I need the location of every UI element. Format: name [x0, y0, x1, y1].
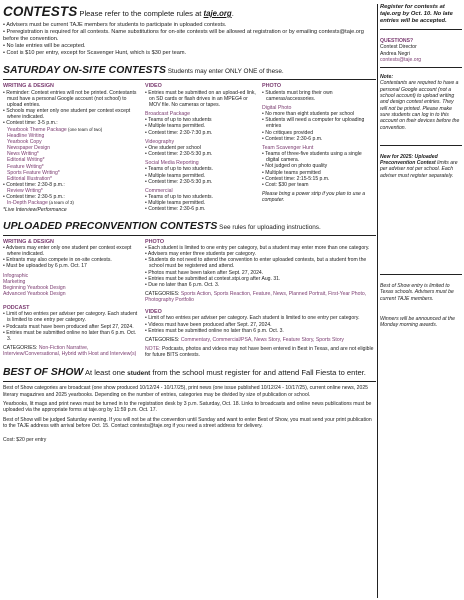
- best-sub-b: student: [127, 370, 151, 378]
- header-period: .: [231, 9, 234, 18]
- rule-item: • Due no later than 6 p.m. Oct. 3.: [145, 281, 220, 288]
- contact-line: Contest Director: [380, 44, 417, 51]
- best-sub-a: At least one: [83, 368, 128, 378]
- rule-item: • Podcasts must have been produced after Sept 27, 2024.: [3, 323, 134, 330]
- column-heading: PODCAST: [3, 305, 30, 312]
- contest-link[interactable]: Sports Feature Writing*: [7, 169, 60, 176]
- contest-link[interactable]: In-Depth Package: [7, 200, 48, 207]
- contest-link[interactable]: Yearbook Theme Package: [7, 126, 67, 133]
- rule-item: • Multiple teams permitted.: [145, 172, 206, 179]
- rule-item: • Students do not need to attend the convention to enter uploaded contests, but a student from the school must be registered and attend.: [145, 257, 367, 270]
- uploaded-title: UPLOADED PRECONVENTION CONTESTS: [3, 220, 218, 232]
- onsite-header: [3, 60, 376, 80]
- rule-line: • No late entries will be accepted.: [3, 43, 86, 50]
- rule-item: • Limit of two entries per adviser per category. Each student is limited to one entry per category.: [145, 315, 360, 322]
- onsite-video-column: [145, 82, 258, 212]
- contest-link[interactable]: Broadcast Package: [145, 111, 190, 118]
- contest-link[interactable]: Feature Writing*: [7, 163, 44, 170]
- best-cost: Cost: $20 per entry: [3, 437, 47, 444]
- rule-item: • Contest time: 2:30-6 p.m.: [145, 206, 206, 213]
- page-title: CONTESTS: [3, 4, 78, 19]
- rule-item: • Photos must have been taken after Sept. 27, 2024.: [145, 269, 264, 276]
- column-divider: [377, 4, 378, 598]
- rule-item: • Entries must be submitted online no later than 6 p.m. Oct. 3.: [3, 329, 137, 342]
- column-heading: WRITING & DESIGN: [3, 83, 54, 90]
- register-callout: Register for contests at taje.org by Oct. 10. No late entries will be accepted.: [380, 4, 453, 24]
- contest-link[interactable]: Editorial Illustration*: [7, 175, 53, 182]
- contest-rules: [3, 22, 376, 57]
- categories-label: CATEGORIES:: [145, 336, 181, 343]
- categories-label: CATEGORIES:: [3, 345, 39, 352]
- note-title: Note:: [380, 74, 394, 81]
- rule-item: • No more than eight students per school: [262, 111, 355, 118]
- best-sub-c: from the school must register for and attend Fall Fiesta to enter.: [150, 368, 366, 378]
- uploaded-left-column: [3, 238, 141, 359]
- contest-note: (a team of 3): [47, 200, 74, 206]
- uploaded-right-column: [145, 238, 376, 359]
- rule-item: • Multiple teams permitted: [262, 169, 321, 176]
- rule-item: • Cost: $30 per team: [262, 181, 309, 188]
- contest-link[interactable]: News Writing*: [7, 151, 39, 158]
- rule-item: • Reminder: Contest entries will not be printed. Contestants must have a personal Google account (not school) to upload entries.: [3, 89, 137, 108]
- categories-list[interactable]: Commentary, Commercial/PSA, News Story, Feature Story, Sports Story: [180, 336, 344, 343]
- rule-item: • Students must bring their own cameras/accessories.: [262, 89, 333, 102]
- contest-link[interactable]: Advanced Yearbook Design: [3, 291, 66, 297]
- rule-line: • Advisers must be current TAJE members for students to participate in uploaded contests.: [3, 22, 227, 28]
- contests-header: [3, 3, 376, 21]
- categories-list[interactable]: Sports Action, Sports Reaction, Feature, News, Planned Portrait, First-Year Photo, Photography Portfolio: [145, 291, 367, 304]
- rule-item: • Contest time: 2:30-5:30 p.m.: [145, 151, 213, 158]
- site-link[interactable]: taje.org: [203, 9, 232, 18]
- rule-item: • Entries must be submitted on an upload-ed link, on SD cards or flash drives in an MPEG4 or MOV file. No cameras or tapes.: [145, 89, 256, 108]
- contest-link[interactable]: Yearbook Copy: [7, 138, 42, 145]
- uploaded-header: [3, 216, 376, 236]
- uploaded-columns: [3, 238, 376, 359]
- rule-item: • Multiple teams permitted.: [145, 123, 206, 130]
- contest-link[interactable]: Editorial Writing*: [7, 157, 45, 164]
- uploaded-note: See rules for uploading instructions.: [217, 223, 321, 231]
- rule-item: • Must be uploaded by 6 p.m. Oct. 17: [3, 263, 87, 270]
- onsite-title: SATURDAY ON-SITE CONTESTS: [3, 65, 166, 77]
- rule-item: • Entrants may also compete in on-site contests.: [3, 257, 112, 264]
- contest-link[interactable]: Beginning Yearbook Design: [3, 284, 66, 291]
- power-strip-note: Please bring a power strip if you plan to use a computer.: [262, 190, 366, 204]
- contest-link[interactable]: Newspaper Design: [7, 145, 51, 152]
- contest-link[interactable]: Team Scavenger Hunt: [262, 144, 314, 151]
- note-label: NOTE:: [145, 346, 162, 353]
- rule-item: • Contest time: 2:30-8 p.m.:: [3, 181, 65, 188]
- column-heading: VIDEO: [145, 309, 162, 316]
- rule-item: • No critiques provided: [262, 129, 314, 136]
- onsite-writing-column: [3, 82, 141, 212]
- questions-title: QUESTIONS?: [380, 38, 414, 44]
- onsite-note: Students may enter ONLY ONE of these.: [166, 68, 284, 76]
- rule-item: • Contest time: 2:30-5 p.m.:: [3, 194, 65, 201]
- rule-item: • Advisers may enter only one student per contest except where indicated.: [3, 244, 132, 258]
- onsite-columns: [3, 82, 376, 212]
- categories-list[interactable]: Non-Fiction Narrative, Interview/Conversational, Hybrid with Host and Interview(s): [3, 345, 137, 358]
- divider: [380, 274, 462, 275]
- onsite-photo-column: [262, 82, 376, 212]
- rule-item: • Entries must be submitted online no later than 6 p.m. Oct. 3.: [145, 327, 284, 334]
- rule-item: • Entries must be submitted at contest.stpi.org after Aug. 31.: [145, 275, 281, 282]
- divider: [380, 145, 462, 146]
- rule-item: • Contest time: 2:30-5:30 p.m.: [145, 178, 213, 185]
- divider: [380, 67, 462, 68]
- rule-item: • Teams of up to two students: [145, 117, 212, 124]
- contact-email[interactable]: contests@taje.org: [380, 56, 422, 63]
- rule-item: • Contest time: 2:30-7:30 p.m.: [145, 129, 213, 136]
- contest-link[interactable]: Headline Writing: [7, 132, 45, 139]
- rule-item: • Teams of up to two students.: [145, 166, 213, 173]
- best-paragraph: Best of Show will be judged Saturday evening. If you will not be at the convention until Sunday and want to enter Best of Show, you must send your print publication to the TAJE address with arrival before Oct. 15. Contact contests@taje.org if you need a street address for delivery.: [3, 416, 372, 429]
- divider: [380, 29, 462, 30]
- video-note: Podcasts, photos and videos may not have been entered in Best in Texas, and are not eligible for future BITS contests.: [145, 346, 374, 359]
- rule-item: • Contest time: 2:15-5:15 p.m.: [262, 175, 330, 182]
- new-title: New for 2025: Uploaded Preconvention Contest: [380, 153, 438, 167]
- rule-item: • Teams of three-five students using a single digital camera.: [262, 151, 362, 164]
- rule-item: • Teams of up to two students.: [145, 193, 213, 200]
- contest-link[interactable]: Review Writing*: [7, 188, 43, 195]
- rule-item: • Not judged on photo quality: [262, 163, 328, 170]
- column-heading: PHOTO: [145, 238, 165, 245]
- contest-list: [3, 133, 141, 182]
- rule-item: • Multiple teams permitted.: [145, 200, 206, 207]
- account-note: Contestants are required to have a personal Google account (not a school account) to upload writing and design contest entries. They will not be printed. Please make sure students can log in to this account on their devices before the convention.: [380, 80, 460, 131]
- best-of-show-header: [3, 362, 376, 382]
- contest-link[interactable]: Infographic: [3, 272, 29, 279]
- contest-link[interactable]: Videography: [145, 138, 175, 145]
- winners-note: Winners will be announced at the Monday morning awards.: [380, 315, 455, 329]
- footnote: *Live Interview/Performance: [3, 206, 67, 213]
- main-content: [3, 3, 376, 443]
- best-paragraph: Best of Show categories are broadcast (one show produced 10/12/24 - 10/17/25), print news (one issue published 10/12/24 - 10/17/25), current online news, 2025 literary magazines and 2025 yearbooks. Depending on the number of entries, categories may be divided by size of publication or school.: [3, 385, 368, 398]
- categories-label: CATEGORIES:: [145, 291, 181, 297]
- rule-item: • Contest time: 3-5 p.m.:: [3, 120, 58, 127]
- rule-item: • One student per school: [145, 144, 201, 151]
- contest-note: (one team of two): [66, 126, 103, 132]
- column-heading: WRITING & DESIGN: [3, 238, 54, 245]
- column-heading: PHOTO: [262, 83, 282, 90]
- rule-item: • Each student is limited to one entry per category, but a student may enter more than one category.: [145, 244, 370, 251]
- best-paragraph: Yearbooks, lit mags and print news must be turned in to the registration desk by 3 p.m. Saturday, Oct. 18. Links to broadcasts and online news publications must be uploaded via the appropriate forms at taje.org by 11:59 p.m. Oct. 17.: [3, 401, 372, 414]
- rule-item: • Limit of two entries per adviser per category. Each student is limited to one entry per category.: [3, 311, 138, 324]
- contest-link[interactable]: Digital Photo: [262, 104, 292, 111]
- rule-item: • Students will need a computer for uploading entries: [262, 117, 365, 130]
- rule-item: • Advisers may enter three students per category.: [145, 251, 256, 258]
- contest-link[interactable]: Social Media Reporting: [145, 160, 199, 167]
- new-body: limits are per adviser not per school. Each adviser must register separately.: [380, 160, 458, 179]
- contest-list: [3, 273, 141, 298]
- rule-line: • Preregistration is required for all contests. Name substitutions for on-site contests will be allowed at registration or by emailing contests@taje.org before the convention.: [3, 29, 364, 43]
- rule-line: • Cost is $10 per entry, except for Scavenger Hunt, which is $30 per team.: [3, 50, 187, 57]
- best-of-show-note: Best of Show entry is limited to Texas schools. Advisers must be current TAJE members.: [380, 283, 454, 302]
- rule-item: • Contest time: 2:30-6 p.m.: [262, 135, 323, 142]
- contest-link[interactable]: Marketing: [3, 278, 26, 285]
- contact-line: Andrea Negri: [380, 50, 411, 57]
- sidebar: [380, 4, 462, 329]
- header-subtitle: Please refer to the complete rules at: [77, 9, 204, 18]
- contest-link[interactable]: Commercial: [145, 187, 173, 194]
- rule-item: • Videos must have been produced after Sept. 27, 2024.: [145, 321, 272, 328]
- rule-item: • Schools may enter only one student per contest except where indicated.: [3, 108, 131, 121]
- best-of-show-title: BEST OF SHOW: [3, 367, 84, 379]
- column-heading: VIDEO: [145, 83, 162, 90]
